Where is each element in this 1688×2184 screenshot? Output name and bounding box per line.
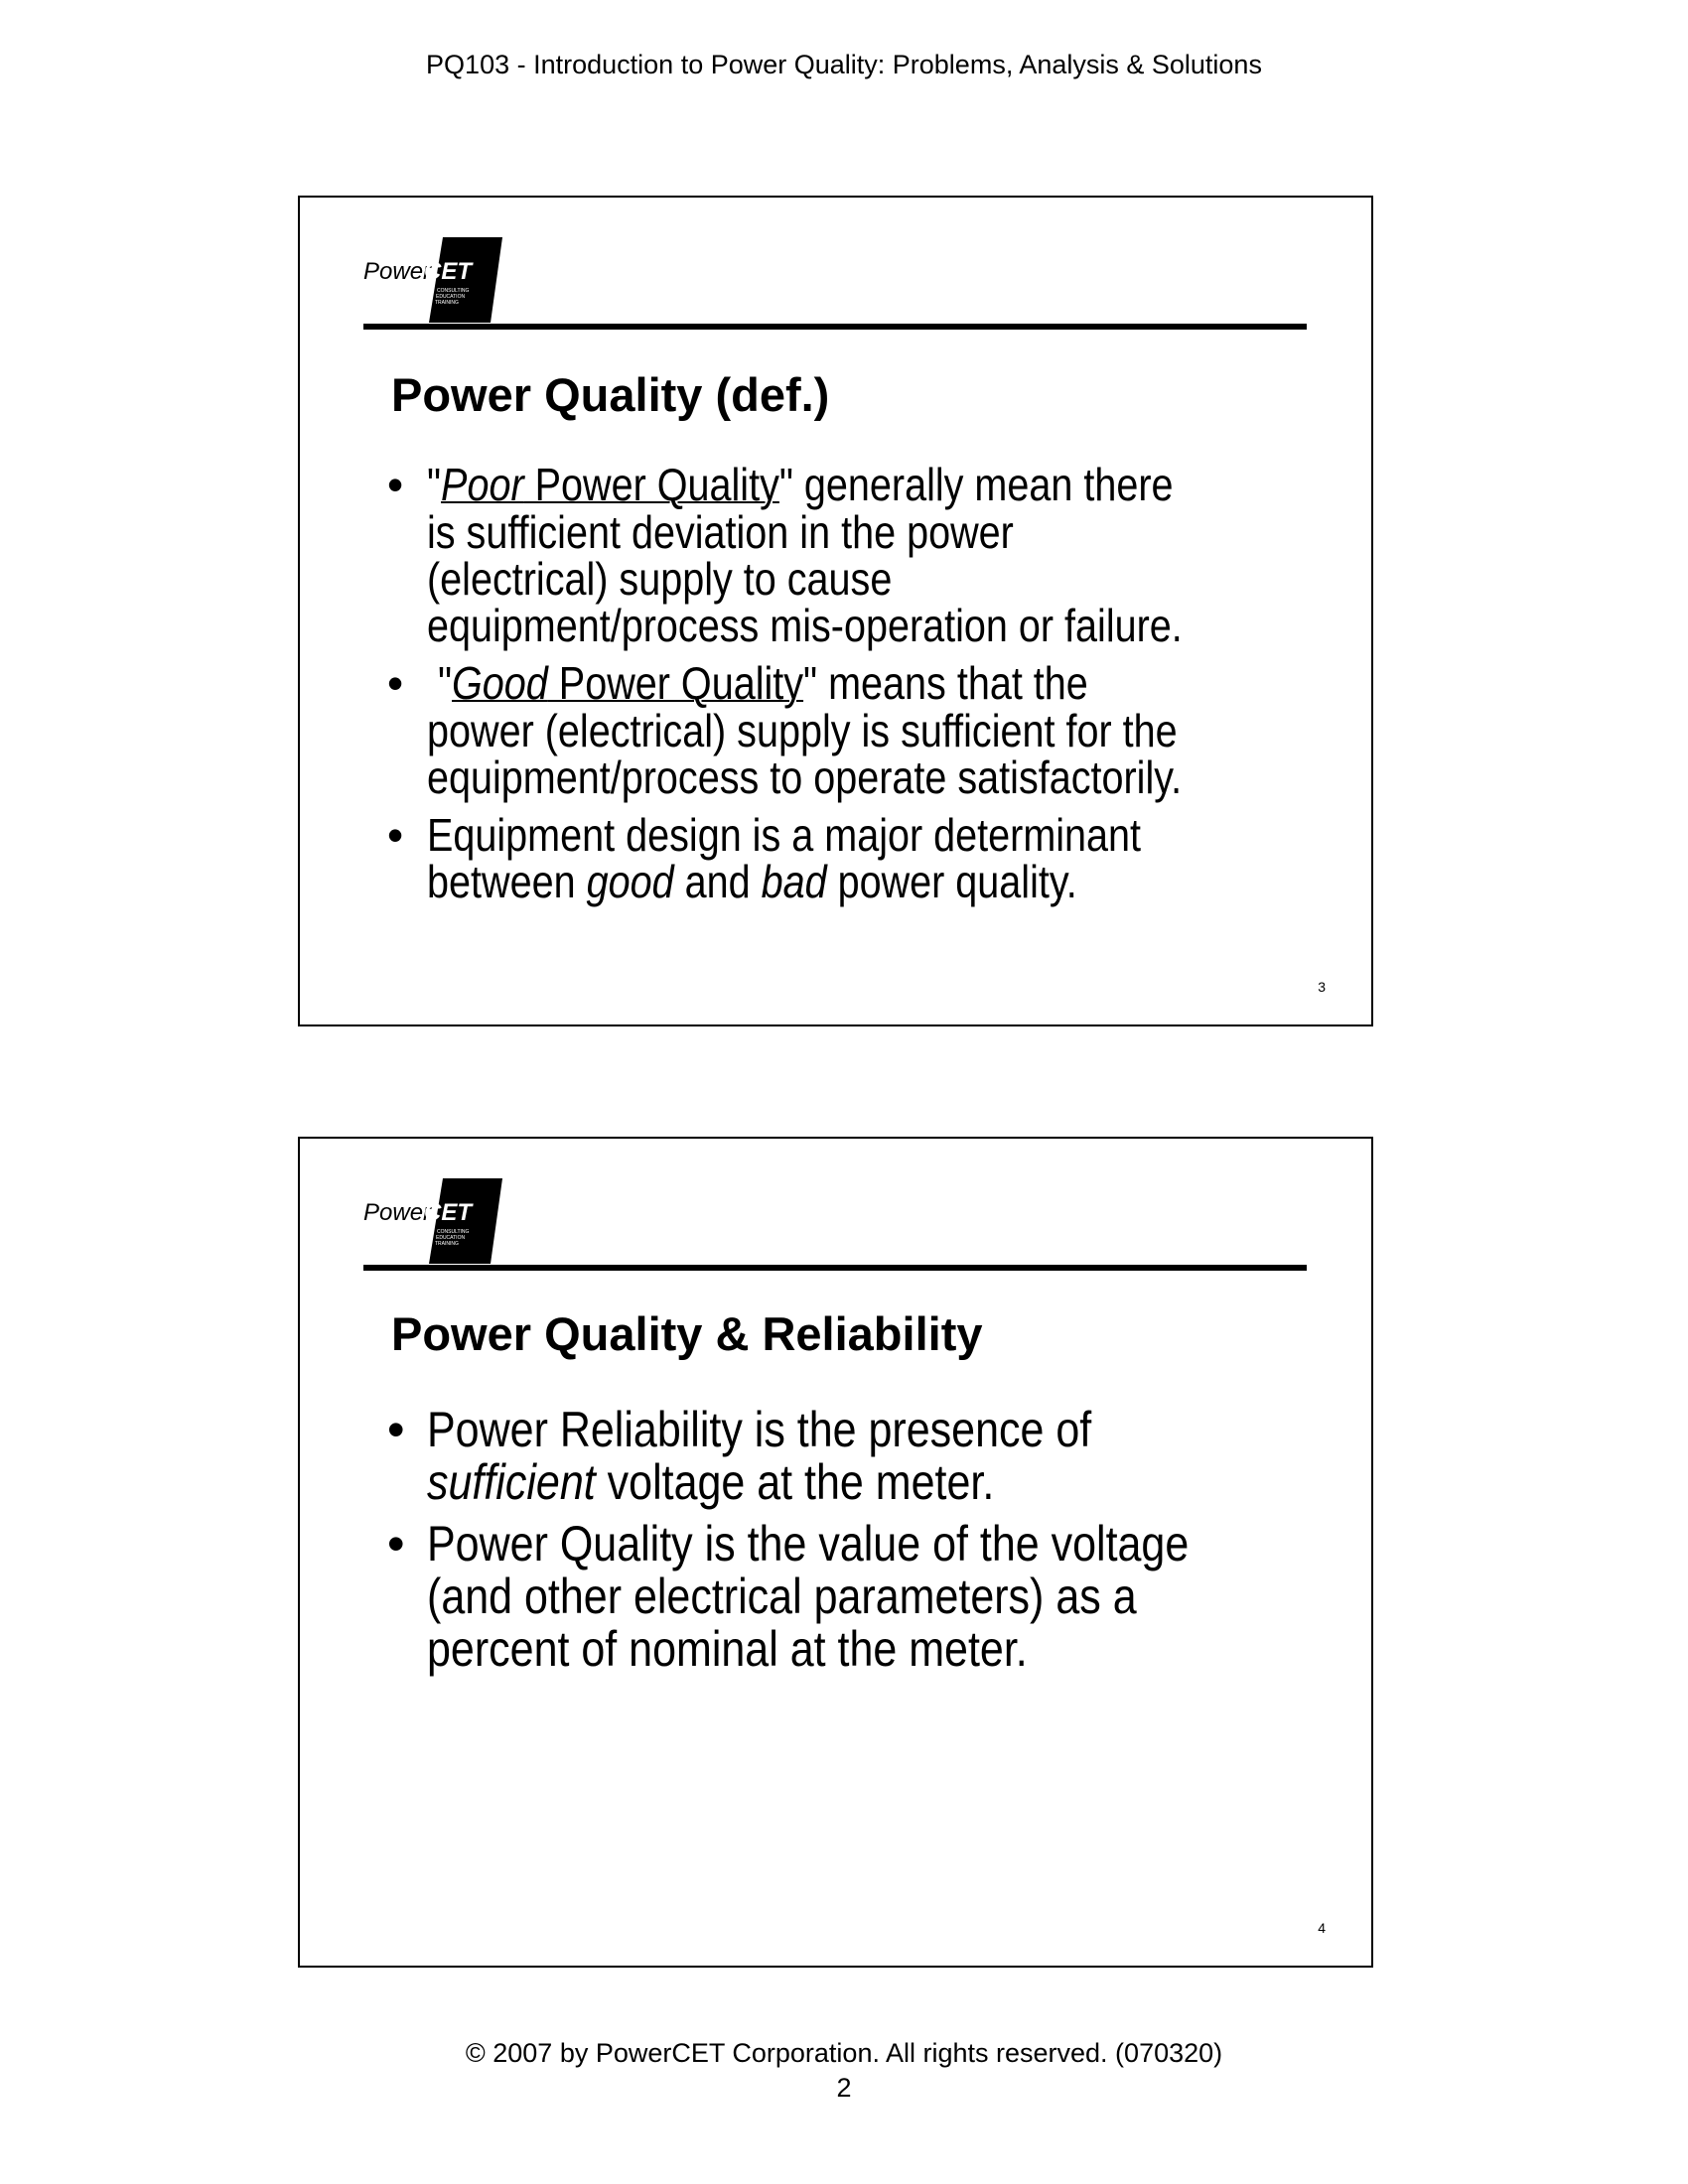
text-segment: is sufficient deviation in the power xyxy=(427,506,1014,559)
text-segment: equipment/process to operate satisfactorily. xyxy=(427,751,1183,804)
text-segment: Power Quality xyxy=(523,459,779,511)
bullet-text-line xyxy=(427,855,1077,908)
text-segment: power (electrical) supply is sufficient for the xyxy=(427,705,1178,757)
slide-number: 3 xyxy=(1318,979,1326,995)
bullet-text-line xyxy=(427,552,892,606)
text-segment: Good xyxy=(452,657,548,710)
svg-text:CET: CET xyxy=(424,1199,472,1226)
svg-text:TRAINING: TRAINING xyxy=(435,1241,459,1247)
bullet-text-line xyxy=(427,599,1183,652)
bullet-text-line xyxy=(427,704,1178,757)
svg-text:Power: Power xyxy=(363,258,432,285)
slide-power-quality-reliability xyxy=(298,1137,1373,1968)
text-segment: " xyxy=(427,657,453,710)
bullet-text-line xyxy=(427,751,1182,804)
text-segment: Poor xyxy=(441,459,524,511)
svg-text:EDUCATION: EDUCATION xyxy=(436,1235,466,1241)
bullet-text-line xyxy=(427,1453,994,1511)
bullet-icon: • xyxy=(387,459,404,511)
slide-title: Power Quality & Reliability xyxy=(391,1307,983,1360)
bullet-text-line xyxy=(427,1515,1189,1572)
text-segment: Power Reliability is the presence of xyxy=(427,1402,1092,1457)
text-segment: and xyxy=(673,856,762,908)
bullet-text-line xyxy=(427,808,1141,862)
bullet-icon: • xyxy=(387,657,404,710)
text-segment: voltage at the meter. xyxy=(595,1454,995,1510)
svg-text:Power: Power xyxy=(363,1199,432,1226)
bullet-text-line xyxy=(427,1401,1091,1458)
page-number: 2 xyxy=(836,2073,852,2103)
page-header: PQ103 - Introduction to Power Quality: Problems, Analysis & Solutions xyxy=(426,50,1262,79)
header-rule xyxy=(363,1265,1307,1271)
text-segment: sufficient xyxy=(427,1454,596,1510)
svg-text:EDUCATION: EDUCATION xyxy=(436,294,466,300)
text-segment: Equipment design is a major determinant xyxy=(427,809,1142,862)
slide-power-quality-def xyxy=(298,196,1373,1026)
text-segment: bad xyxy=(761,856,827,908)
bullet-icon: • xyxy=(387,1402,405,1457)
text-segment: Power Quality is the value of the voltage xyxy=(427,1516,1190,1571)
text-segment: good xyxy=(586,856,674,908)
slide-number: 4 xyxy=(1318,1920,1326,1936)
powercet-logo xyxy=(363,1178,502,1264)
header-rule xyxy=(363,324,1307,330)
text-segment: equipment/process mis-operation or failure. xyxy=(427,600,1183,652)
bullet-text-line xyxy=(427,1568,1137,1625)
text-segment: between xyxy=(427,856,587,908)
text-segment: " xyxy=(427,459,442,511)
bullet-text-line xyxy=(427,505,1014,559)
text-segment: power quality. xyxy=(826,856,1077,908)
bullet-icon: • xyxy=(387,1516,405,1571)
svg-text:TRAINING: TRAINING xyxy=(435,300,459,306)
copyright-footer: © 2007 by PowerCET Corporation. All rights reserved. (070320) xyxy=(465,2038,1223,2068)
svg-text:CONSULTING: CONSULTING xyxy=(437,288,470,294)
text-segment: (electrical) supply to cause xyxy=(427,553,893,606)
text-segment: " generally mean there xyxy=(778,459,1174,511)
text-segment: percent of nominal at the meter. xyxy=(427,1621,1028,1677)
svg-text:CET: CET xyxy=(424,258,472,285)
bullet-text-line xyxy=(427,1620,1028,1678)
text-segment: Power Quality xyxy=(547,657,804,710)
bullet-icon: • xyxy=(387,809,404,862)
powercet-logo xyxy=(363,237,502,323)
text-segment: (and other electrical parameters) as a xyxy=(427,1569,1137,1624)
bullet-text-line xyxy=(427,656,1088,710)
svg-text:CONSULTING: CONSULTING xyxy=(437,1229,470,1235)
slide-title: Power Quality (def.) xyxy=(391,368,830,421)
bullet-text-line xyxy=(427,458,1174,511)
text-segment: " means that the xyxy=(803,657,1088,710)
